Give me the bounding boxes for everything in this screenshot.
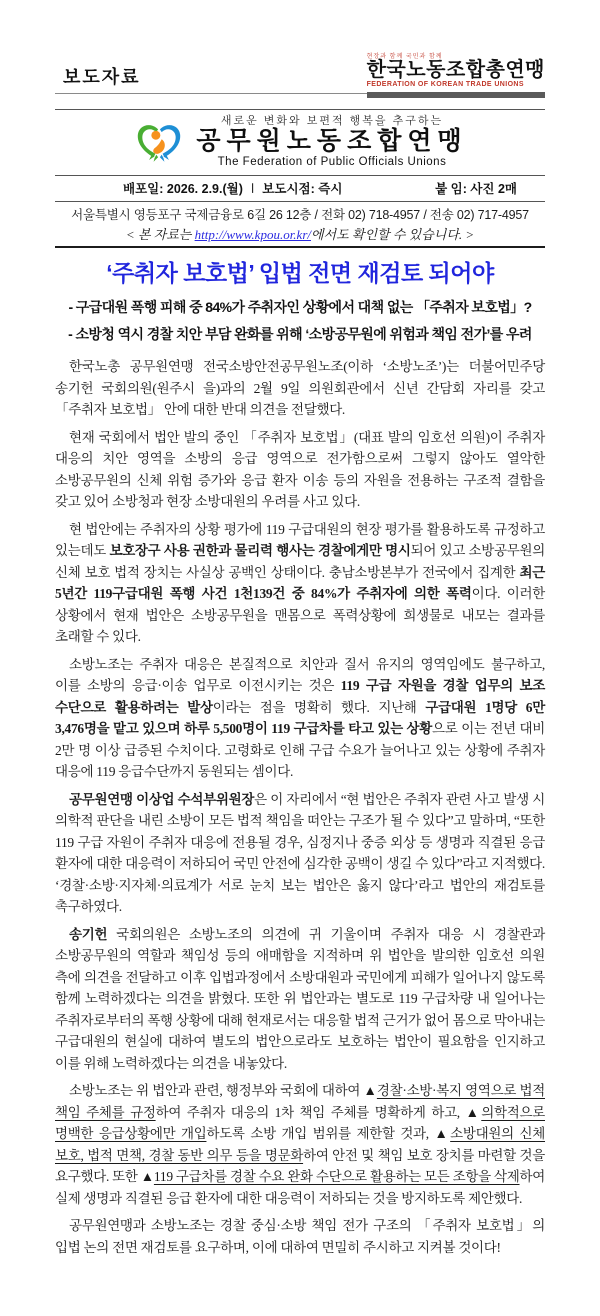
body-text: 이다. 이러한 상황에서 현재 법안은 소방공무원을 맨몸으로 폭력상황에 희생물로 내모는 결과를 초래할 수 있다. bbox=[55, 586, 546, 645]
article-title: ‘주취자 보호법’ 입법 전면 재검토 되어야 bbox=[106, 260, 494, 287]
emphasis-text: 송기헌 bbox=[69, 926, 108, 942]
underlined-demand-text: 소방대원의 신체 보호, 법적 면책, 경찰 동반 의무 등을 명문화 bbox=[55, 1126, 546, 1163]
fktu-name-english: FEDERATION OF KOREAN TRADE UNIONS bbox=[366, 81, 524, 89]
paragraph bbox=[55, 427, 545, 513]
body-text: 공무원연맹과 소방노조는 경찰 중심·소방 책임 전가 구조의 「주취자 보호법」의 입법 논의 전면 재검토를 요구하며, 이에 대하여 면밀히 주시하고 지켜볼 것이다! bbox=[55, 1218, 545, 1255]
org-emblem-icon bbox=[132, 119, 186, 165]
body-text: 국회의원은 소방노조의 의견에 귀 기울이며 주취자 대응 시 경찰관과 소방공무원의 역할과 책임성 등의 애매함을 지적하며 위 법안을 발의한 임호선 의원 측에 의견을 전달하고 이후 입법과정에서 소방대원과 국민에게 피해가 일어나지 않도록 함께 노력하겠다는 의견을 밝혔다. 또한 위 법안과는 별도로 119 구급차량 내 일어나는 주취자로부터의 폭행 상황에 대해 현재로서는 대응할 법적 근거가 없어 몸으로 막아내는 구급대원의 현실에 대하여 별도의 법안으로라도 보호하는 법안이 필요함을 인지하고 이를 위해 노력하겠다는 의견을 내놓았다. bbox=[55, 926, 545, 1071]
org-text-block bbox=[196, 115, 467, 170]
underlined-demand-text: 경찰·소방·복지 영역으로 법적 책임 주체를 규정 bbox=[55, 1083, 545, 1120]
body-text: 현 법안에는 주취자의 상황 평가에 119 구급대원의 현장 평가를 활용하도록 규정하고 있는데도 bbox=[55, 521, 545, 559]
org-tagline: 새로운 변화와 보편적 행복을 추구하는 bbox=[220, 114, 444, 127]
masthead bbox=[55, 54, 545, 89]
masthead-divider-bar bbox=[367, 92, 545, 98]
press-release-label: 보도자료 bbox=[63, 66, 141, 87]
paragraph bbox=[55, 1080, 545, 1209]
body-text: 한국노총 공무원연맹 전국소방안전공무원노조(이하 ‘소방노조’)는 더불어민주당 송기헌 국회의원(원주시 을)과의 2월 9일 의원회관에서 신년 간담회 자리를 갖고 「주취자 보호법」 안에 대한 반대 의견을 전달했다. bbox=[55, 359, 545, 418]
org-name-english: The Federation of Public Officials Unions bbox=[217, 156, 447, 169]
emphasis-text: 구급대원 1명당 6만 3,476명을 맡고 있으며 하루 5,500명이 119 구급차를 타고 있는 상황 bbox=[55, 699, 545, 737]
body-text: 하여 실제 생명과 직결된 응급 환자에 대한 대응력이 저하되는 것을 방지하도록 제안했다. bbox=[55, 1169, 545, 1206]
fktu-logo bbox=[367, 54, 545, 89]
article-body bbox=[55, 356, 545, 1258]
meta-row bbox=[55, 176, 545, 202]
attachment-note: 붙 임: 사진 2매 bbox=[435, 182, 517, 197]
header-bottom-rule bbox=[55, 246, 545, 248]
emphasis-text: 공무원연맹 이상업 수석부위원장 bbox=[69, 791, 255, 807]
subtitle-line: - 소방청 역시 경찰 치안 부담 완화를 위해 ‘소방공무원에 위험과 책임 전가’를 우려 bbox=[68, 326, 532, 343]
source-line bbox=[55, 224, 545, 243]
press-release-page bbox=[55, 0, 545, 1258]
dispatch-date: 배포일: 2026. 2.9.(월) ∣ 보도시점: 즉시 bbox=[123, 182, 343, 197]
underlined-demand-text: 119 구급차를 경찰 수요 완화 수단으로 활용하는 모든 조항을 삭제 bbox=[153, 1169, 520, 1185]
paragraph bbox=[55, 519, 545, 648]
body-text: 하여 안전 및 책임 보호 장치를 마련할 것을 요구했다. 또한 ▲ bbox=[55, 1147, 545, 1185]
body-text: 하도록 소방 개입 범위를 제한할 것과, ▲ bbox=[206, 1126, 451, 1142]
fktu-slogan: 현장과 함께 국민과 함께 bbox=[366, 54, 443, 60]
paragraph bbox=[55, 789, 545, 918]
source-suffix: 에서도 확인할 수 있습니다. > bbox=[311, 227, 475, 243]
emphasis-text: 보호장구 사용 권한과 물리력 행사는 경찰에게만 명시 bbox=[109, 543, 411, 559]
subtitle-line: - 구급대원 폭행 피해 중 84%가 주취자인 상황에서 대책 없는 「주취자 보호법」? bbox=[68, 299, 532, 316]
body-text: 현재 국회에서 법안 발의 중인 「주취자 보호법」(대표 발의 임호선 의원)이 주취자 대응의 치안 영역을 소방의 응급 영역으로 전가함으로써 그렇지 않아도 열악한 소방공무원의 신체 위험 증가와 응급 환자 이송 등의 자원을 전용하는 구조적 결함을 갖고 있어 소방청과 현장 소방대원의 우려를 사고 있다. bbox=[55, 429, 545, 510]
paragraph bbox=[55, 654, 545, 783]
body-text: 되어 있고 소방공무원의 신체 보호 법적 장치는 사실상 공백인 상태이다. 충남소방본부가 전국에서 집계한 bbox=[55, 543, 545, 580]
org-name: 공무원노동조합연맹 bbox=[196, 127, 468, 156]
source-url-link[interactable]: http://www.kpou.or.kr/ bbox=[194, 227, 311, 243]
org-banner bbox=[55, 109, 545, 177]
masthead-divider bbox=[55, 93, 545, 101]
paragraph bbox=[55, 356, 545, 421]
body-text: 소방노조는 주취자 대응은 본질적으로 치안과 질서 유지의 영역임에도 불구하고, 이를 소방의 응급·이송 업무로 이전시키는 것은 bbox=[55, 656, 545, 694]
paragraph bbox=[55, 1215, 545, 1258]
body-text: 으로 이는 전년 대비 2만 명 이상 급증된 수치이다. 고령화로 인해 구급 수요가 늘어나고 있는 상황에 주취자 대응에 119 응급수단까지 동원되는 셈이다. bbox=[55, 721, 545, 780]
source-prefix: < 본 자료는 bbox=[125, 227, 195, 243]
article-subtitles bbox=[55, 294, 545, 348]
address-line: 서울특별시 영등포구 국제금융로 6길 26 12층 / 전화 02) 718-4957 / 전송 02) 717-4957 bbox=[71, 208, 529, 223]
body-text: 하여 주취자 대응의 1차 책임 주체를 명확하게 하고, ▲ bbox=[155, 1104, 482, 1120]
body-text: 은 이 자리에서 “현 법안은 주취자 관련 사고 발생 시 의학적 판단을 내린 소방이 모든 법적 책임을 떠안는 구조가 될 수 있다”고 말하며, “또한 119 구급 자원이 주취자 대응에 전용될 경우, 심정지나 중증 외상 등 생명과 직결된 응급 환자에 대한 대응력이 저하되어 국민 안전에 심각한 공백이 생길 수 있다”라고 지적했다. ‘경찰·소방·지자체·의료계가 서로 눈치 보는 법안은 옳지 않다’라고 법안의 재검토를 촉구하였다. bbox=[55, 791, 545, 915]
paragraph bbox=[55, 924, 545, 1075]
fktu-name: 한국노동조합총연맹 bbox=[366, 59, 545, 82]
underlined-demand-text: 의학적으로 명백한 응급상황에만 개입 bbox=[55, 1104, 545, 1142]
emphasis-text: 최근 5년간 119구급대원 폭행 사건 1천139건 중 84%가 주취자에 의한 폭력 bbox=[55, 564, 545, 602]
body-text: 소방노조는 위 법안과 관련, 행정부와 국회에 대하여 ▲ bbox=[69, 1083, 377, 1099]
emphasis-text: 119 구급 자원을 경찰 업무의 보조 수단으로 활용하려는 발상 bbox=[55, 678, 545, 715]
body-text: 이라는 점을 명확히 했다. 지난해 bbox=[212, 699, 426, 715]
